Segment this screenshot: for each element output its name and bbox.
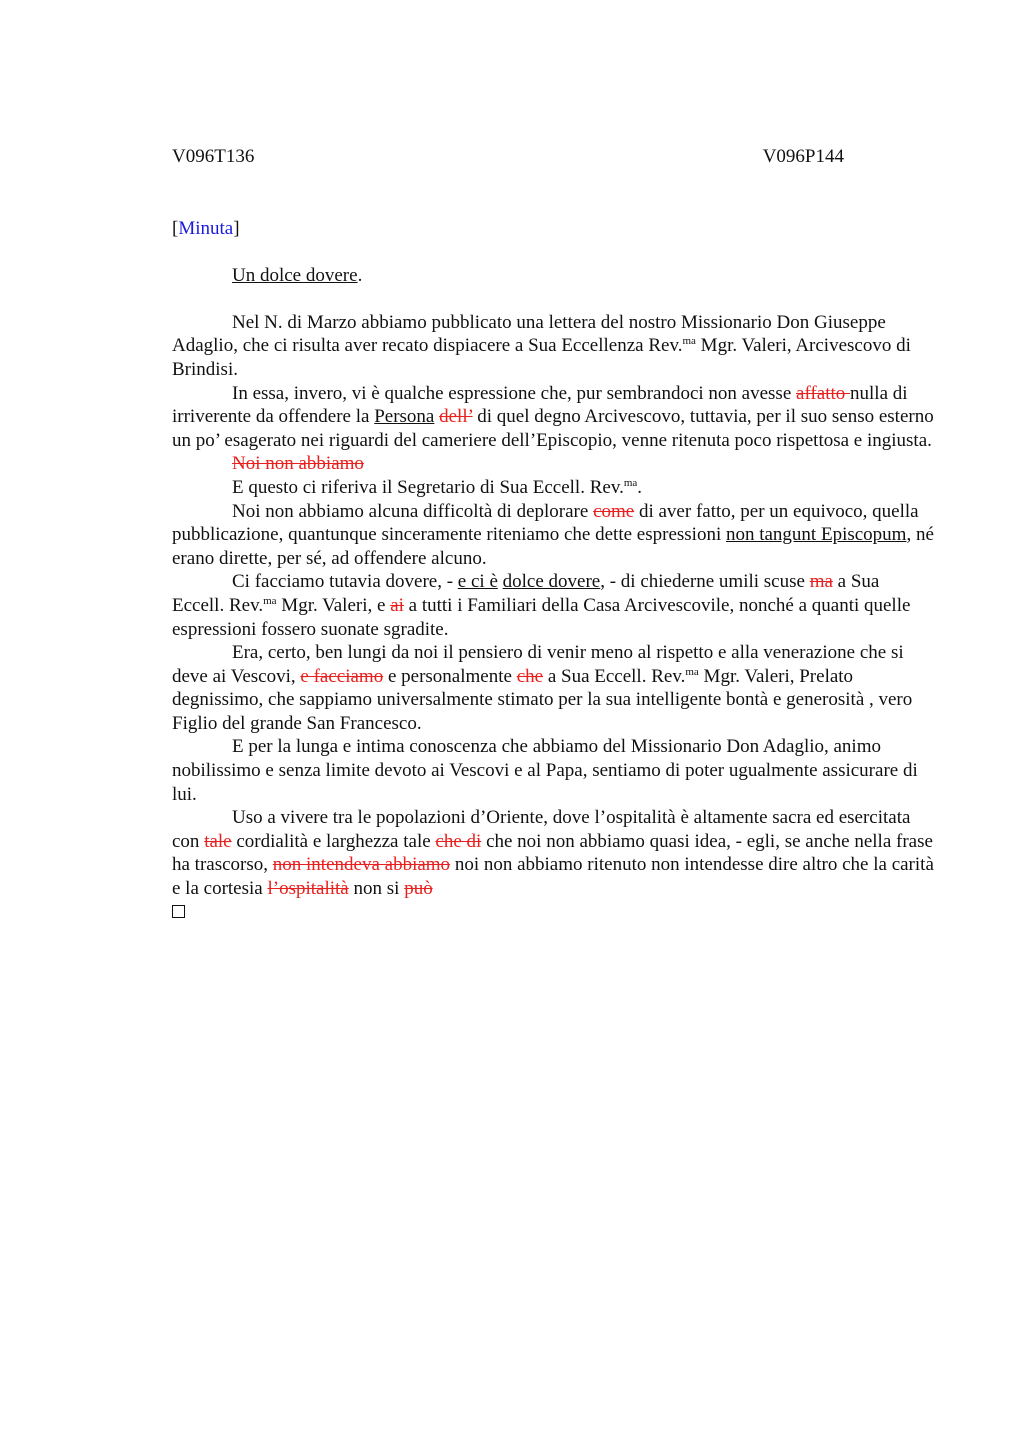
square-marker-icon: [172, 905, 185, 918]
document-ids: [172, 145, 844, 169]
text-run: Mgr. Valeri, e: [276, 594, 391, 616]
text-run: E questo ci riferiva il Segretario di Sua Eccell. Rev.: [232, 476, 624, 498]
deleted-text: Noi non abbiamo: [232, 453, 364, 475]
letter-title: [172, 264, 934, 288]
left-document-id: V096T136: [172, 146, 255, 167]
deleted-text: che di: [435, 830, 482, 852]
paragraph-6: [172, 570, 934, 641]
text-run: Noi non abbiamo alcuna difficoltà di deplorare: [232, 500, 594, 522]
superscript: ma: [263, 594, 277, 607]
minuta-label: [172, 217, 934, 241]
underlined-text: e ci è: [457, 571, 498, 593]
right-document-id: V096P144: [762, 146, 844, 167]
paragraph-3-deleted: [172, 452, 934, 476]
paragraph-9: [172, 806, 934, 900]
letter-page: [172, 145, 934, 924]
text-run: a tutti i Familiari della Casa Arcivescovile, nonché a quanti quelle espressioni fossero suonate sgradite.: [172, 594, 911, 640]
deleted-text: l’ospitalità: [267, 878, 349, 900]
text-run: di aver fatto, per un equivoco, quella pubblicazione, quantunque sinceramente riteniamo che dette espressioni: [172, 500, 919, 546]
text-run: .: [637, 476, 643, 498]
deleted-text: affatto: [796, 382, 851, 404]
text-run: , né erano dirette, per sé, ad offendere alcuno.: [172, 524, 934, 569]
bracket-open: [: [172, 217, 179, 239]
text-run: Mgr. Valeri, Arcivescovo di Brindisi.: [172, 335, 911, 380]
paragraph-4: [172, 476, 934, 500]
text-run: non si: [348, 878, 405, 900]
text-run: noi non abbiamo ritenuto non intendesse dire altro che la carità e la cortesia: [172, 854, 934, 900]
text-run: , - di chiederne umili scuse: [600, 571, 810, 593]
text-run: cordialità e larghezza tale: [231, 830, 436, 852]
minuta-text: Minuta: [178, 217, 234, 239]
superscript: ma: [682, 335, 696, 348]
paragraph-2: [172, 382, 934, 453]
text-run: E per la lunga e intima conoscenza che abbiamo del Missionario Don Adaglio, animo nobilissimo e senza limite devoto ai Vescovi e al Papa, sentiamo di poter ugualmente assicurare di lui.: [172, 736, 918, 805]
deleted-text: che: [516, 665, 544, 687]
bracket-close: ]: [233, 217, 240, 239]
underlined-text: dolce dovere: [502, 571, 601, 593]
text-run: Nel N. di Marzo abbiamo pubblicato una lettera del nostro Missionario Don Giuseppe Adaglio, che ci risulta aver recato dispiacere a Sua Eccellenza Rev.: [172, 311, 886, 357]
paragraph-7: [172, 641, 934, 735]
underlined-text: Persona: [374, 406, 435, 428]
deleted-text: e facciamo: [300, 665, 384, 687]
text-run: e personalmente: [383, 665, 517, 687]
text-run: che noi non abbiamo quasi idea, - egli, se anche nella frase ha trascorso,: [172, 830, 933, 876]
superscript: ma: [685, 665, 699, 678]
deleted-text: come: [593, 500, 635, 522]
deleted-text: tale: [204, 830, 232, 852]
text-run: Uso a vivere tra le popolazioni d’Oriente, dove l’ospitalità è altamente sacra ed esercitata con: [172, 807, 911, 852]
text-run: Ci facciamo tutavia dovere, -: [232, 571, 458, 593]
underlined-text: non tangunt Episcopum: [725, 524, 907, 546]
superscript: ma: [623, 476, 638, 489]
deleted-text: dell’: [439, 406, 473, 428]
title-text: Un dolce dovere: [232, 265, 358, 287]
text-run: Era, certo, ben lungi da noi il pensiero di venir meno al rispetto e alla venerazione che si deve ai Vescovi,: [172, 642, 904, 687]
deleted-text: ma: [809, 571, 833, 593]
deleted-text: non intendeva abbiamo: [272, 854, 451, 876]
text-run: nulla di irriverente da offendere la: [172, 382, 908, 428]
paragraph-5: [172, 500, 934, 571]
deleted-text: ai: [390, 594, 404, 616]
title-period: .: [357, 265, 363, 287]
deleted-text: può: [404, 878, 433, 900]
text-run: In essa, invero, vi è qualche espressione che, pur sembrandoci non avesse: [232, 382, 797, 404]
paragraph-8: [172, 735, 934, 806]
text-run: Mgr. Valeri, Prelato degnissimo, che sappiamo universalmente stimato per la sua intelligente bontà e generosità , vero Figlio del grande San Francesco.: [172, 665, 913, 734]
text-run: a Sua Eccell. Rev.: [172, 571, 880, 616]
end-marker: [172, 901, 934, 925]
text-run: di quel degno Arcivescovo, tuttavia, per il suo senso esterno un po’ esagerato nei riguardi del cameriere dell’Episcopio, venne ritenuta poco rispettosa e ingiusta.: [172, 406, 934, 451]
paragraph-1: [172, 311, 934, 382]
text-run: a Sua Eccell. Rev.: [543, 665, 686, 687]
